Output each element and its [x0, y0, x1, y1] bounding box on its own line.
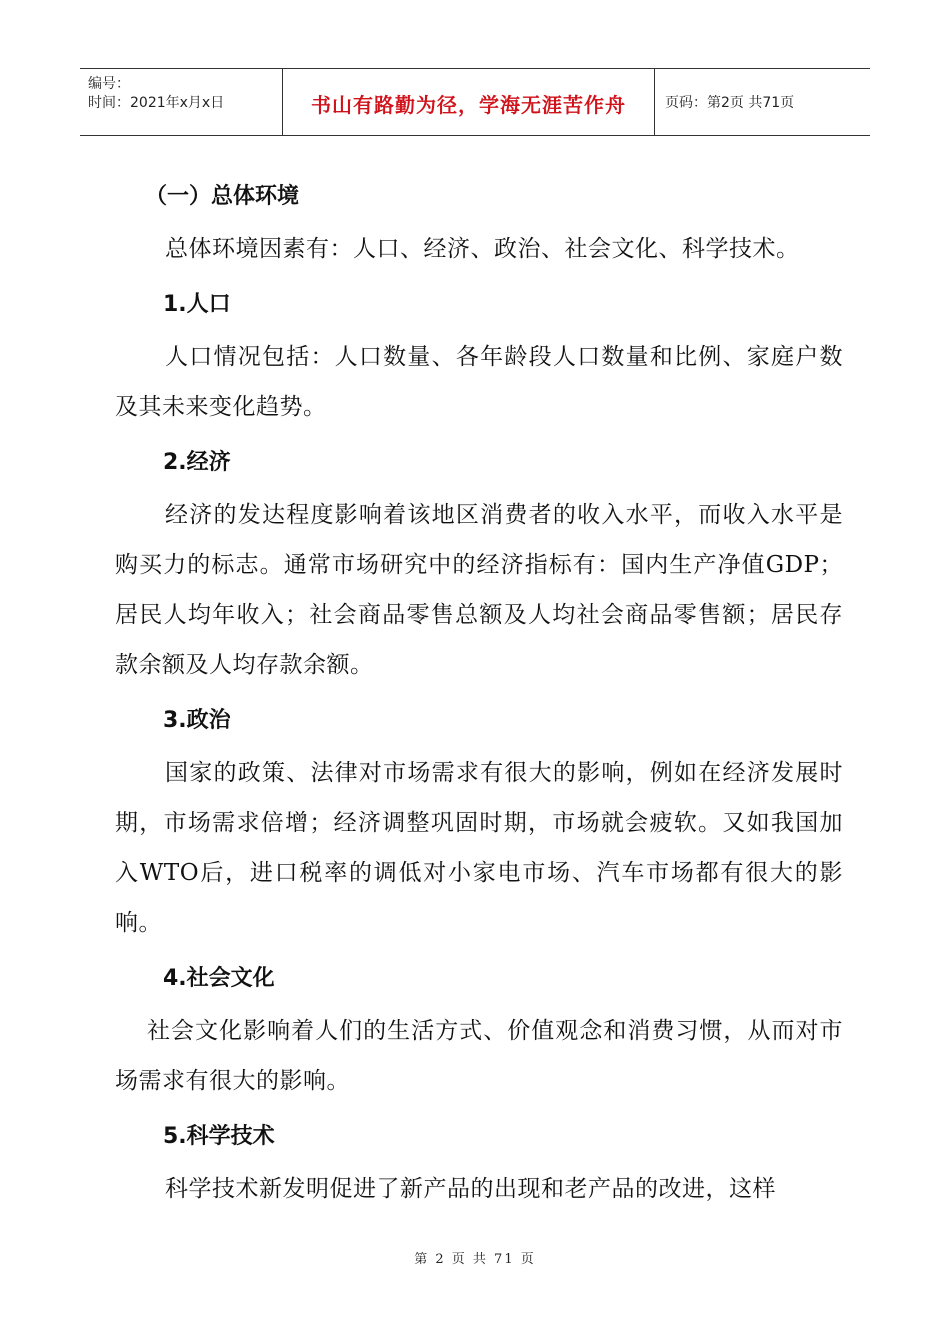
- document-body: [115, 172, 843, 1220]
- section-heading-population: 1.人口: [163, 292, 231, 317]
- section-heading-politics: 3.政治: [163, 708, 231, 733]
- section-paragraph: 科学技术新发明促进了新产品的出现和老产品的改进，这样: [165, 1176, 776, 1202]
- section-heading-technology: 5.科学技术: [163, 1124, 275, 1149]
- header-motto-cell: [283, 69, 655, 135]
- section-paragraph: 经济的发达程度影响着该地区消费者的收入水平，而收入水平是购买力的标志。通常市场研究中的经济指标有：国内生产净值GDP；居民人均年收入；社会商品零售总额及人均社会商品零售额；居民存款余额及人均存款余额。: [115, 502, 843, 678]
- section-heading-economy: 2.经济: [163, 450, 231, 475]
- section-paragraph: 国家的政策、法律对市场需求有很大的影响，例如在经济发展时期，市场需求倍增；经济调整巩固时期，市场就会疲软。又如我国加入WTO后，进口税率的调低对小家电市场、汽车市场都有很大的影响。: [115, 760, 843, 936]
- section-heading-social-culture: 4.社会文化: [163, 966, 275, 991]
- section-heading-overall: （一）总体环境: [145, 184, 300, 209]
- header-meta-cell: [80, 69, 283, 135]
- section-paragraph: 总体环境因素有：人口、经济、政治、社会文化、科学技术。: [165, 236, 800, 262]
- header-page-info: 页码：第2页 共71页: [665, 95, 795, 111]
- header-motto: 书山有路勤为径，学海无涯苦作舟: [311, 92, 626, 117]
- document-number-label: 编号：: [88, 76, 130, 92]
- page-footer: 第 2 页 共 71 页: [414, 1252, 536, 1267]
- header-page-cell: [655, 69, 870, 135]
- document-time-label: 时间：2021年x月x日: [88, 95, 225, 111]
- page-header: [80, 68, 870, 136]
- section-paragraph: 社会文化影响着人们的生活方式、价值观念和消费习惯，从而对市场需求有很大的影响。: [115, 1018, 843, 1094]
- section-paragraph: 人口情况包括：人口数量、各年龄段人口数量和比例、家庭户数及其未来变化趋势。: [115, 344, 843, 420]
